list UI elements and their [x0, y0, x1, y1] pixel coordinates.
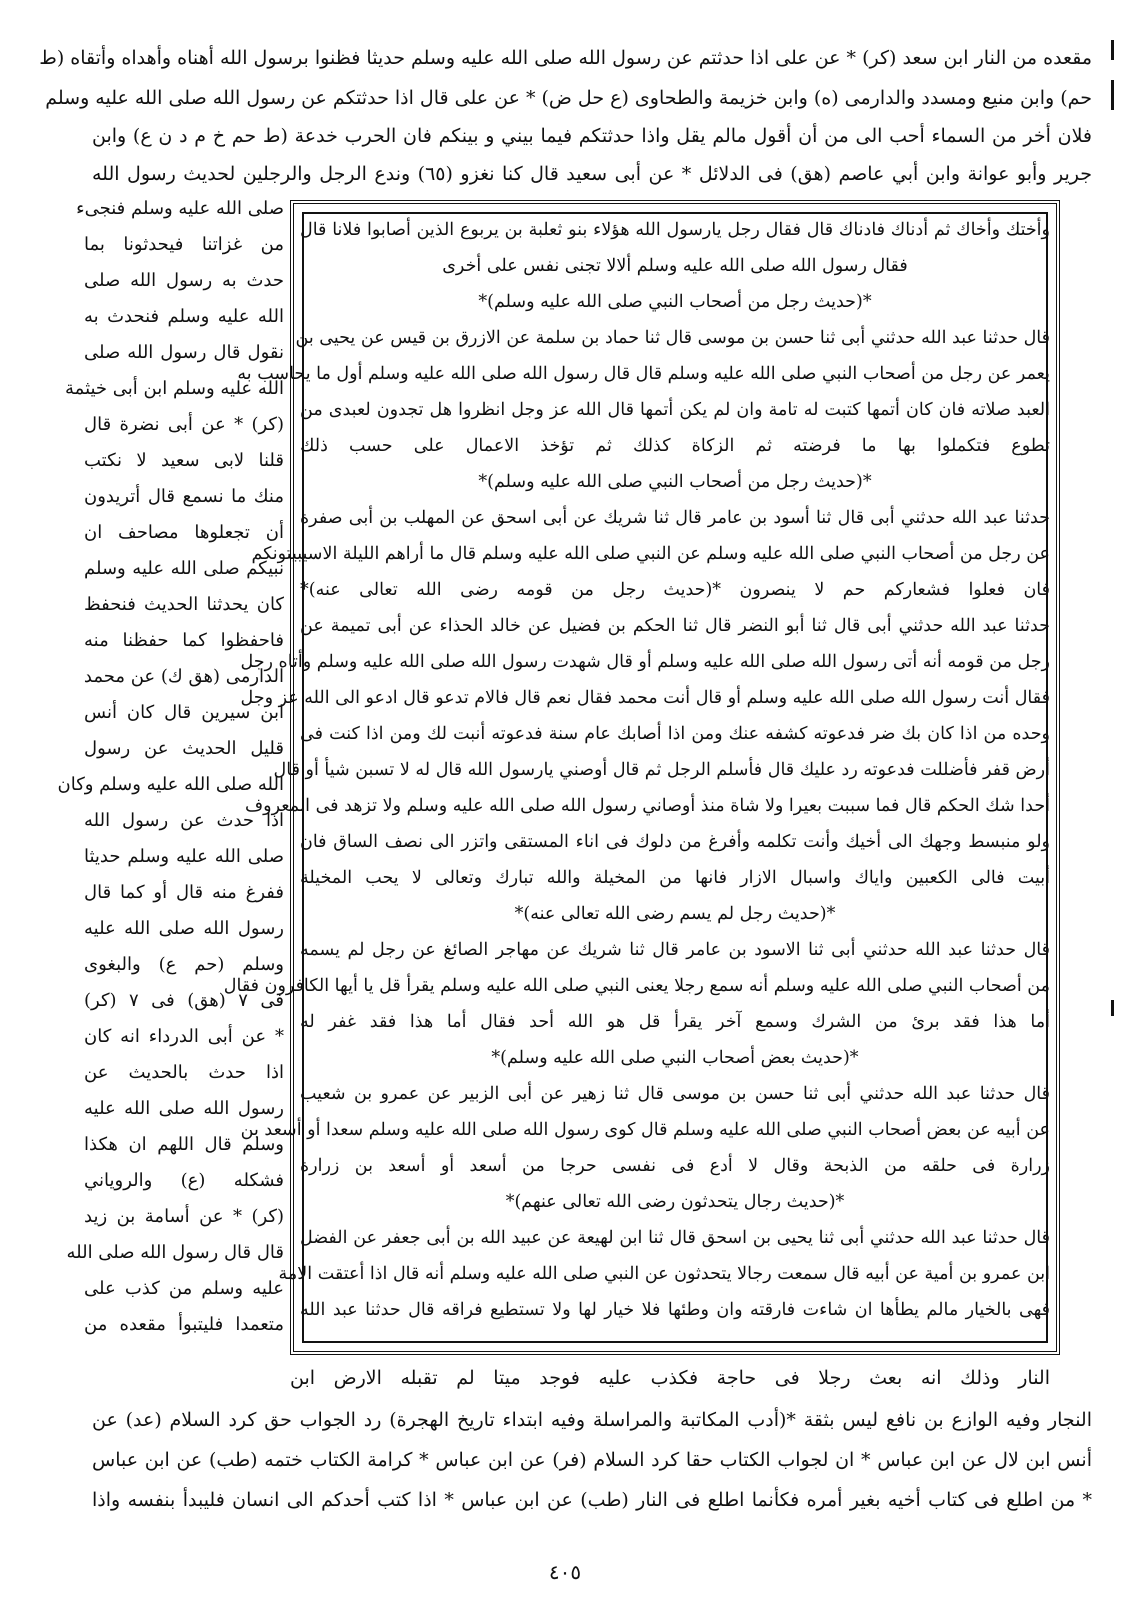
top-line: فلان أخر من السماء أحب الى من أن أقول مالم يقل واذا حدثتكم فيما بيني و بينكم فان الحرب خدعة (ط حم خ م د ن ع) وابن: [92, 125, 1092, 147]
section-heading: *(حديث رجل من أصحاب النبي صلى الله عليه وسلم)*: [478, 292, 872, 312]
section-heading: *(حديث رجال يتحدثون رضى الله تعالى عنهم)*: [505, 1192, 845, 1212]
box-line: أبيت فالى الكعبين واياك واسبال الازار فانها من المخيلة والله تبارك وتعالى لا يحب المخيلة: [300, 868, 1050, 888]
box-line: رجل من قومه أنه أتى رسول الله صلى الله عليه وسلم أو قال شهدت رسول الله صلى الله عليه وسلم وأتاه رجل: [240, 652, 1050, 672]
box-line: قال حدثنا عبد الله حدثني أبى ثنا حسن بن موسى قال ثنا حماد بن سلمة عن الازرق بن قيس عن يحيى بن: [295, 328, 1050, 348]
margin-line: فى ٧ (هق) فى ٧ (كر): [84, 990, 284, 1011]
margin-line: فاحفظوا كما حفظنا منه: [84, 630, 284, 651]
box-line: فقال رسول الله صلى الله عليه وسلم ألالا تجنى نفس على أخرى: [442, 256, 908, 276]
margin-line: اذا حدث بالحديث عن: [84, 1062, 284, 1083]
box-line: فهى بالخيار مالم يطأها ان شاءت فارقته وان وطئها فلا خيار لها ولا تستطيع فراقه قال حدثنا عبد الله: [300, 1300, 1050, 1320]
box-line: فقال أنت رسول الله صلى الله عليه وسلم أو قال أنت محمد فقال نعم قال فالام تدعو قال ادعو الى الله عز وجل: [240, 688, 1050, 708]
section-heading: *(حديث بعض أصحاب النبي صلى الله عليه وسلم)*: [491, 1048, 859, 1068]
box-line: عن رجل من أصحاب النبي صلى الله عليه وسلم عن النبي صلى الله عليه وسلم قال ما أراهم الليلة الاسيبيتونكم: [251, 544, 1050, 564]
bottom-line: أنس ابن لال عن ابن عباس * ان لجواب الكتاب حقا كرد السلام (فر) عن ابن عباس * كرامة الكتاب ختمه (طب) عن ابن عباس: [92, 1449, 1092, 1471]
margin-line: ابن سيرين قال كان أنس: [84, 702, 284, 723]
margin-line: متعمدا فليتبوأ مقعده من: [84, 1314, 284, 1335]
margin-line: (كر) * عن أبى نضرة قال: [84, 414, 284, 435]
top-line: جرير وأبو عوانة وابن أبي عاصم (هق) فى الدلائل * عن أبى سعيد قال كنا نغزو (٦٥) وندع الرجل والرجلين لحديث رسول الله: [92, 163, 1092, 185]
box-line: أما هذا فقد برئ من الشرك وسمع آخر يقرأ قل هو الله أحد فقال أما هذا فقد غفر له: [300, 1012, 1050, 1032]
margin-line: رسول الله صلى الله عليه: [84, 1098, 284, 1119]
box-line: زرارة فى حلقه من الذبحة وقال لا أدع فى نفسى حرجا من أسعد أو أسعد بن زرارة: [300, 1156, 1050, 1176]
box-line: ولو منبسط وجهك الى أخيك وأنت تكلمه وأفرغ من دلوك فى اناء المستقى واتزر الى نصف الساق فان: [300, 832, 1050, 852]
box-line: حدثنا عبد الله حدثني أبى قال ثنا أبو النضر قال ثنا الحكم بن فضيل عن خالد الحذاء عن أبى تميمة عن: [300, 616, 1050, 636]
margin-line: * عن أبى الدرداء انه كان: [84, 1026, 284, 1047]
box-line: وحده من اذا كان بك ضر فدعوته كشفه عنك ومن اذا أصابك عام سنة فدعوته أنبت لك ومن اذا كنت فى: [300, 724, 1050, 744]
margin-line: منك ما نسمع قال أتريدون: [84, 486, 284, 507]
margin-line: اذا حدث عن رسول الله: [84, 810, 284, 831]
margin-line: كان يحدثنا الحديث فنحفظ: [84, 594, 284, 615]
box-line: أحدا شك الحكم قال فما سببت بعيرا ولا شاة منذ أوصاني رسول الله صلى الله عليه وسلم ولا تزهد فى المعروف: [245, 796, 1050, 816]
box-line: فان فعلوا فشعاركم حم لا ينصرون *(حديث رجل من قومه رضى الله تعالى عنه)*: [300, 580, 1050, 600]
box-line: العبد صلاته فان كان أتمها كتبت له تامة وان لم يكن أتمها قال الله عز وجل انظروا هل تجدون لعبدى من: [300, 400, 1050, 420]
box-line: حدثنا عبد الله حدثني أبى قال ثنا أسود بن عامر قال ثنا شريك عن أبى اسحق عن المهلب بن أبى صفرة: [300, 508, 1050, 528]
page-number: ٤٠٥: [548, 1560, 582, 1584]
margin-line: حدث به رسول الله صلى: [84, 270, 284, 291]
margin-line: الدارمى (هق ك) عن محمد: [83, 666, 284, 687]
scan-edge-mark: [1111, 40, 1114, 60]
margin-line: صلى الله عليه وسلم فنجىء: [76, 198, 284, 219]
margin-line: (كر) * عن أسامة بن زيد: [84, 1206, 284, 1227]
margin-line: وسلم (حم ع) والبغوى: [84, 954, 284, 975]
bottom-line: * من اطلع فى كتاب أخيه بغير أمره فكأنما اطلع فى النار (طب) عن ابن عباس * اذا كتب أحدكم الى انسان فليبدأ بنفسه واذا: [92, 1489, 1092, 1511]
margin-line: قليل الحديث عن رسول: [84, 738, 284, 759]
margin-line: الله عليه وسلم فنحدث به: [84, 306, 284, 327]
box-line: أرض قفر فأضللت فدعوته رد عليك قال فأسلم الرجل ثم قال أوصني يارسول الله قال له لا تسبن شيأ أو قال: [273, 760, 1050, 780]
margin-line: وسلم قال اللهم ان هكذا: [84, 1134, 284, 1155]
margin-line: نبيكم صلى الله عليه وسلم: [84, 558, 284, 579]
top-line: حم) وابن منيع ومسدد والدارمى (ه) وابن خزيمة والطحاوى (ع حل ض) * عن على قال اذا حدثتكم عن رسول الله صلى الله عليه وسلم: [45, 87, 1092, 109]
margin-line: الله صلى الله عليه وسلم وكان: [57, 774, 284, 795]
box-line: عن أبيه عن بعض أصحاب النبي صلى الله عليه وسلم قال كوى رسول الله صلى الله عليه وسلم سعدا أو أسعد بن: [240, 1120, 1050, 1140]
margin-line: قلنا لابى سعيد لا نكتب: [84, 450, 284, 471]
box-line: قال حدثنا عبد الله حدثني أبى ثنا حسن بن موسى قال ثنا زهير عن أبى الزبير عن عمرو بن شعيب: [300, 1084, 1050, 1104]
margin-line: قال قال رسول الله صلى الله: [66, 1242, 284, 1263]
scan-edge-mark: [1111, 1000, 1114, 1016]
box-line: يعمر عن رجل من أصحاب النبي صلى الله عليه وسلم قال قال رسول الله صلى الله عليه وسلم أول ما يحاسب به: [237, 364, 1050, 384]
margin-line: نقول قال رسول الله صلى: [84, 342, 284, 363]
section-heading: *(حديث رجل لم يسم رضى الله تعالى عنه)*: [514, 904, 836, 924]
margin-line: أن تجعلوها مصاحف ان: [84, 522, 284, 543]
box-line: ابن عمرو بن أمية عن أبيه قال سمعت رجالا يتحدثون عن النبي صلى الله عليه وسلم أنه قال اذا أعتقت الامة: [278, 1264, 1050, 1284]
box-line: من أصحاب النبي صلى الله عليه وسلم أنه سمع رجلا يعنى النبي صلى الله عليه وسلم يقرأ قل يا أيها الكافرون فقال: [223, 976, 1050, 996]
section-heading: *(حديث رجل من أصحاب النبي صلى الله عليه وسلم)*: [478, 472, 872, 492]
margin-line: فشكله (ع) والروياني: [84, 1170, 284, 1191]
margin-line: من غزاتنا فيحدثونا بما: [84, 234, 284, 255]
bottom-line: النار وذلك انه بعث رجلا فى حاجة فكذب عليه فوجد ميتا لم تقبله الارض ابن: [290, 1367, 1050, 1389]
box-line: قال حدثنا عبد الله حدثني أبى ثنا الاسود بن عامر قال ثنا شريك عن مهاجر الصائغ عن رجل لم يسمه: [300, 940, 1050, 960]
box-line: قال حدثنا عبد الله حدثني أبى ثنا يحيى بن اسحق قال ثنا ابن لهيعة عن عبيد الله بن أبى جعفر عن الفضل: [300, 1228, 1050, 1248]
margin-line: ففرغ منه قال أو كما قال: [84, 882, 284, 903]
margin-line: الله عليه وسلم ابن أبى خيثمة: [65, 378, 284, 399]
bottom-line: النجار وفيه الوازع بن نافع ليس بثقة *(أدب المكاتبة والمراسلة وفيه ابتداء تاريخ الهجرة) رد الجواب حق كرد السلام (عد) عن: [92, 1409, 1092, 1431]
scan-edge-mark: [1111, 80, 1114, 110]
margin-line: رسول الله صلى الله عليه: [84, 918, 284, 939]
margin-line: عليه وسلم من كذب على: [84, 1278, 284, 1299]
box-line: وأختك وأخاك ثم أدناك فادناك قال فقال رجل يارسول الله هؤلاء بنو ثعلبة بن يربوع الذين أصابوا فلانا قال: [300, 220, 1050, 240]
margin-line: صلى الله عليه وسلم حديثا: [84, 846, 284, 867]
top-line: مقعده من النار ابن سعد (كر) * عن على اذا حدثتم عن رسول الله صلى الله عليه وسلم حديثا فظنوا برسول الله أهناه وأهداه وأتقاه (ط: [39, 47, 1092, 69]
box-line: تطوع فتكملوا بها ما فرضته ثم الزكاة كذلك ثم تؤخذ الاعمال على حسب ذلك: [300, 436, 1050, 456]
